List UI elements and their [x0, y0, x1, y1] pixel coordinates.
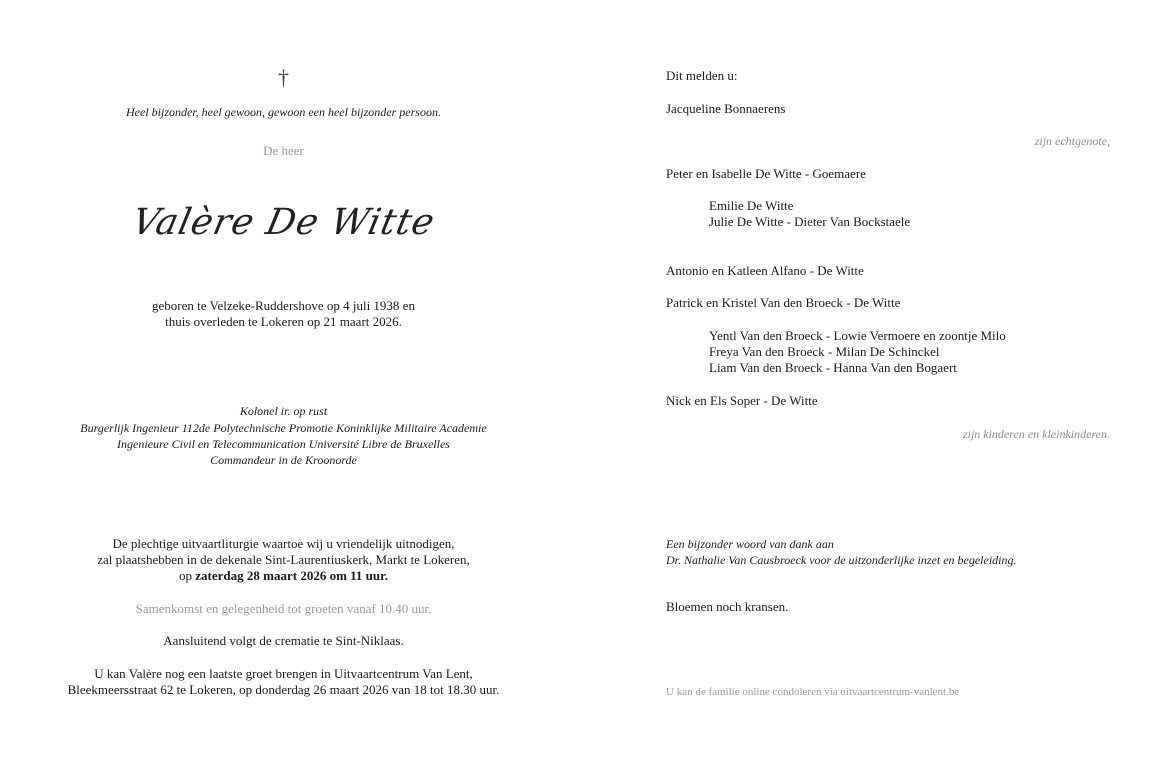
title-ulb: Ingenieure Civil en Telecommunication Université Libre de Bruxelles	[117, 437, 450, 451]
spouse-name: Jacqueline Bonnaerens	[666, 101, 786, 116]
birth-line-2: thuis overleden te Lokeren op 21 maart 2026.	[165, 314, 402, 329]
online-condolence: U kan de familie online condoleren via uitvaartcentrum-vanlent.be	[666, 686, 960, 698]
ceremony-line-2: zal plaatshebben in de dekenale Sint-Laurentiuskerk, Markt te Lokeren,	[97, 552, 470, 567]
ceremony-date-prefix: op	[179, 568, 196, 583]
gathering-info: Samenkomst en gelegenheid tot groeten vanaf 10.40 uur.	[135, 601, 432, 616]
child-family-2: Antonio en Katleen Alfano - De Witte	[666, 263, 864, 278]
grandchild-3-1: Yentl Van den Broeck - Lowie Vermoere en zoontje Milo	[709, 328, 1006, 343]
title-engineer: Burgerlijk Ingenieur 112de Polytechnische Promotie Koninklijke Militaire Academie	[80, 421, 487, 435]
birth-line-1: geboren te Velzeke-Ruddershove op 4 juli 1938 en	[152, 298, 415, 313]
thanks-line-1: Een bijzonder woord van dank aan	[666, 537, 834, 551]
visit-line-2: Bleekmeersstraat 62 te Lokeren, op donderdag 26 maart 2026 van 18 tot 18.30 uur.	[67, 682, 500, 697]
title-order: Commandeur in de Kroonorde	[210, 453, 357, 467]
ceremony-line-3	[40, 568, 527, 584]
cross-icon: †	[278, 65, 289, 90]
grandchild-1-1: Emilie De Witte	[709, 198, 794, 213]
salutation: De heer	[263, 143, 304, 158]
child-family-4: Nick en Els Soper - De Witte	[666, 393, 818, 408]
spouse-relation: zijn echtgenote,	[1034, 134, 1110, 148]
thanks-line-2: Dr. Nathalie Van Causbroeck voor de uitzonderlijke inzet en begeleiding.	[666, 553, 1017, 567]
motto: Heel bijzonder, heel gewoon, gewoon een heel bijzonder persoon.	[126, 105, 441, 119]
cremation-info: Aansluitend volgt de crematie te Sint-Niklaas.	[163, 633, 404, 648]
ceremony-line-1: De plechtige uitvaartliturgie waartoe wij u vriendelijk uitnodigen,	[112, 536, 455, 551]
grandchild-3-3: Liam Van den Broeck - Hanna Van den Bogaert	[709, 360, 957, 375]
visit-line-1: U kan Valère nog een laatste groet brengen in Uitvaartcentrum Van Lent,	[94, 666, 473, 681]
grandchild-3-2: Freya Van den Broeck - Milan De Schinckel	[709, 344, 940, 359]
title-rank: Kolonel ir. op rust	[239, 404, 328, 418]
deceased-name: Valère De Witte	[128, 202, 439, 243]
child-family-3: Patrick en Kristel Van den Broeck - De Witte	[666, 295, 901, 310]
children-relation: zijn kinderen en kleinkinderen.	[962, 427, 1110, 441]
family-intro: Dit melden u:	[666, 68, 738, 83]
flowers-notice: Bloemen noch kransen.	[666, 599, 789, 614]
grandchild-1-2: Julie De Witte - Dieter Van Bockstaele	[709, 214, 911, 229]
ceremony-date: zaterdag 28 maart 2026 om 11 uur.	[195, 568, 388, 583]
child-family-1: Peter en Isabelle De Witte - Goemaere	[666, 166, 866, 181]
